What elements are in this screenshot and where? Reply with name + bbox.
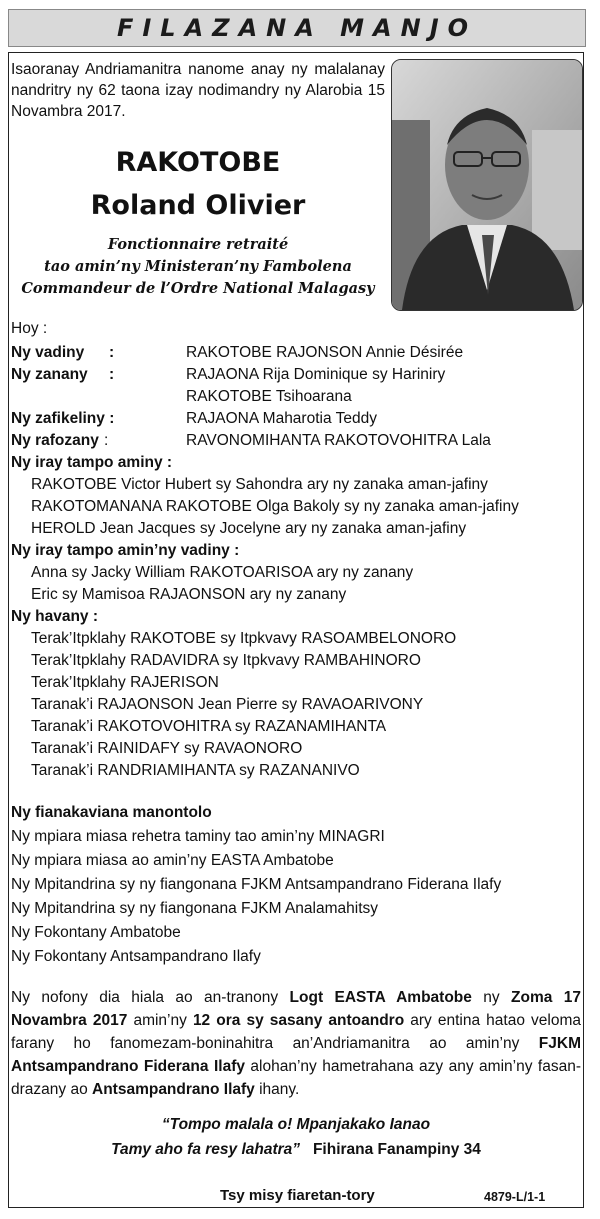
reference-code: 4879-L/1-1 <box>484 1190 546 1204</box>
havany-item: Terak’Itpklahy RAJERISON <box>31 674 219 691</box>
others-item: Ny mpiara miasa ao amin’ny EASTA Ambatobe <box>11 852 334 869</box>
intro-text: Isaoranay Andriamanitra nanome anay ny malalanay nandritry ny 62 taona izay nodimandry ny Alarobia 15 Novambra 2017. <box>11 61 385 120</box>
notice-title: FILAZANA MANJO <box>116 14 478 42</box>
others-item: Ny mpiara miasa rehetra taminy tao amin’ny MINAGRI <box>11 828 385 845</box>
zanany-value-1: RAJAONA Rija Dominique sy Hariniry <box>186 366 446 383</box>
others-item: Ny Mpitandrina sy ny fiangonana FJKM Antsampandrano Fiderana Ilafy <box>11 876 502 893</box>
deceased-portrait-photo <box>391 59 583 311</box>
zafikeliny-label: Ny zafikeliny : <box>11 410 115 427</box>
deceased-title-1: Fonctionnaire retraité <box>107 236 289 253</box>
footer-note: Tsy misy fiaretan-tory <box>220 1187 375 1204</box>
quote-line-2: Tamy aho fa resy lahatra” Fihirana Fanampiny 34 <box>111 1141 481 1158</box>
funeral-details: Ny nofony dia hiala ao an-tranony Logt EASTA Ambatobe ny Zoma 17 Novambra 2017 amin’ny 12 ora sy sasany antoandro ary entina hatao veloma farany ho fanomezam-boninahitra an’Andriamanitra ao amin’ny FJKM Antsampandrano Fiderana Ilafy alohan’ny hametrahana azy any amin’ny fasan-drazany ao Antsampandrano Ilafy ihany. <box>11 989 582 1098</box>
zanany-colon: : <box>109 366 115 383</box>
havany-item: Taranak’i RANDRIAMIHANTA sy RAZANANIVO <box>31 762 360 779</box>
portrait-image <box>392 60 582 310</box>
zanany-value-2: RAKOTOBE Tsihoarana <box>186 388 352 405</box>
havany-item: Taranak’i RAKOTOVOHITRA sy RAZANAMIHANTA <box>31 718 387 735</box>
deceased-title-2: tao amin’ny Ministeran’ny Fambolena <box>44 258 352 275</box>
deceased-given-names: Roland Olivier <box>90 190 306 221</box>
rafozany-colon: : <box>104 432 109 449</box>
deceased-surname: RAKOTOBE <box>115 147 281 178</box>
tampo-vady-label: Ny iray tampo amin’ny vadiny : <box>11 542 240 559</box>
havany-item: Terak’Itpklahy RADAVIDRA sy Itpkvavy RAMBAHINORO <box>31 652 421 669</box>
others-item: Ny Mpitandrina sy ny fiangonana FJKM Analamahitsy <box>11 900 379 917</box>
tampo-item: RAKOTOMANANA RAKOTOBE Olga Bakoly sy ny zanaka aman-jafiny <box>31 498 519 515</box>
tampo-item: HEROLD Jean Jacques sy Jocelyne ary ny zanaka aman-jafiny <box>31 520 467 537</box>
zafikeliny-value: RAJAONA Maharotia Teddy <box>186 410 377 427</box>
tampo-vady-item: Eric sy Mamisoa RAJAONSON ary ny zanany <box>31 586 347 603</box>
deceased-title-3: Commandeur de l’Ordre National Malagasy <box>21 280 375 297</box>
rafozany-value: RAVONOMIHANTA RAKOTOVOHITRA Lala <box>186 432 491 449</box>
havany-item: Taranak’i RAINIDAFY sy RAVAONORO <box>31 740 303 757</box>
tampo-label: Ny iray tampo aminy : <box>11 454 173 471</box>
havany-item: Taranak’i RAJAONSON Jean Pierre sy RAVAOARIVONY <box>31 696 424 713</box>
vady-value: RAKOTOBE RAJONSON Annie Désirée <box>186 344 464 361</box>
quote-line-1: “Tompo malala o! Mpanjakako Ianao <box>161 1116 431 1133</box>
havany-label: Ny havany : <box>11 608 99 625</box>
havany-item: Terak’Itpklahy RAKOTOBE sy Itpkvavy RASOAMBELONORO <box>31 630 457 647</box>
vady-label: Ny vadiny <box>11 344 85 361</box>
others-item: Ny Fokontany Ambatobe <box>11 924 181 941</box>
zanany-label: Ny zanany <box>11 366 88 383</box>
others-heading: Ny fianakaviana manontolo <box>11 804 212 821</box>
hoy-label: Hoy : <box>11 320 48 337</box>
vady-colon: : <box>109 344 115 361</box>
tampo-vady-item: Anna sy Jacky William RAKOTOARISOA ary ny zanany <box>31 564 414 581</box>
rafozany-label: Ny rafozany <box>11 432 99 449</box>
quote-reference: Fihirana Fanampiny 34 <box>312 1141 481 1158</box>
tampo-item: RAKOTOBE Victor Hubert sy Sahondra ary ny zanaka aman-jafiny <box>31 476 488 493</box>
others-item: Ny Fokontany Antsampandrano Ilafy <box>11 948 261 965</box>
notice-header <box>8 9 586 47</box>
